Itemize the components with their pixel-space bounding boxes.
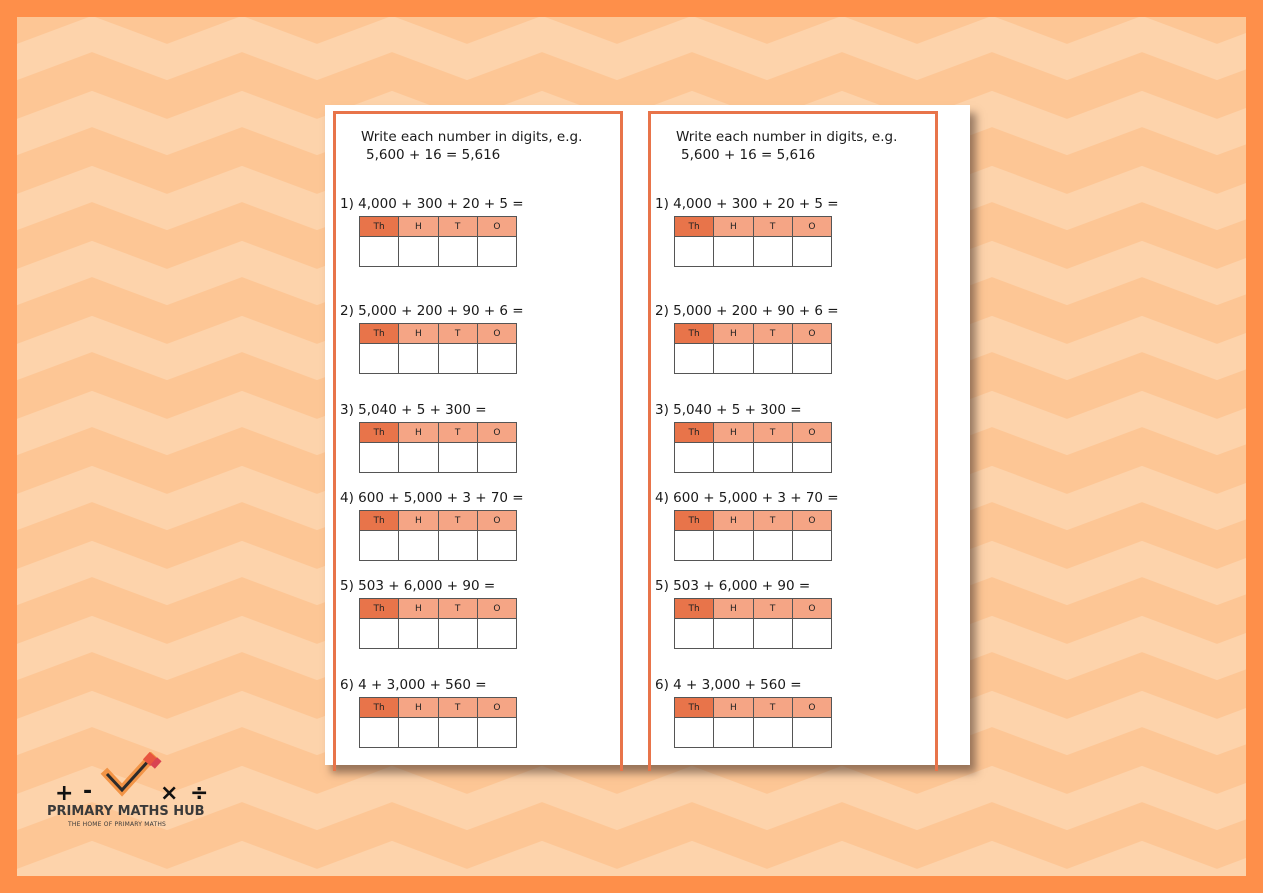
- answer-cell: [792, 237, 831, 267]
- worksheet-column-left: [333, 111, 623, 771]
- grid-header-cell: O: [477, 698, 516, 718]
- grid-header-cell: T: [438, 599, 477, 619]
- instruction-text: [676, 128, 897, 164]
- place-value-grid: [359, 598, 517, 649]
- grid-header-cell: H: [399, 698, 438, 718]
- grid-header-cell: T: [753, 217, 792, 237]
- answer-cell: [360, 443, 399, 473]
- grid-header-cell: O: [792, 511, 831, 531]
- grid-header-cell: H: [714, 599, 753, 619]
- answer-cell: [792, 443, 831, 473]
- answer-cell: [360, 718, 399, 748]
- answer-cell: [675, 344, 714, 374]
- answer-cell: [753, 344, 792, 374]
- chevron-stripe: [17, 859, 1246, 876]
- answer-cell: [477, 443, 516, 473]
- logo-name: PRIMARY MATHS HUB: [47, 804, 205, 819]
- answer-cell: [438, 718, 477, 748]
- grid-header-cell: O: [792, 324, 831, 344]
- place-value-grid: [359, 422, 517, 473]
- divide-symbol-icon: ÷: [190, 781, 209, 804]
- question-4: 4) 600 + 5,000 + 3 + 70 =: [655, 490, 839, 506]
- grid-header-cell: H: [399, 217, 438, 237]
- grid-header-cell: T: [438, 511, 477, 531]
- question-2: 2) 5,000 + 200 + 90 + 6 =: [340, 303, 524, 319]
- grid-header-cell: H: [399, 423, 438, 443]
- answer-cell: [399, 718, 438, 748]
- question-2: 2) 5,000 + 200 + 90 + 6 =: [655, 303, 839, 319]
- answer-cell: [438, 344, 477, 374]
- question-6: 6) 4 + 3,000 + 560 =: [340, 677, 487, 693]
- minus-symbol-icon: -: [83, 779, 93, 804]
- grid-header-cell: H: [399, 324, 438, 344]
- answer-cell: [675, 443, 714, 473]
- grid-header-cell: H: [714, 698, 753, 718]
- grid-header-cell: O: [477, 423, 516, 443]
- place-value-grid: [674, 510, 832, 561]
- answer-cell: [477, 718, 516, 748]
- logo-symbols: [45, 752, 220, 804]
- grid-header-cell: T: [753, 423, 792, 443]
- place-value-grid: [359, 216, 517, 267]
- answer-cell: [675, 237, 714, 267]
- answer-cell: [399, 619, 438, 649]
- grid-header-cell: Th: [360, 324, 399, 344]
- grid-header-cell: O: [477, 217, 516, 237]
- times-symbol-icon: ×: [160, 781, 179, 804]
- answer-cell: [360, 344, 399, 374]
- answer-cell: [438, 619, 477, 649]
- grid-header-cell: Th: [360, 423, 399, 443]
- instruction-line: Write each number in digits, e.g.: [676, 129, 898, 145]
- question-5: 5) 503 + 6,000 + 90 =: [655, 578, 811, 594]
- question-1: 1) 4,000 + 300 + 20 + 5 =: [655, 196, 839, 212]
- primary-maths-hub-logo: [45, 752, 220, 832]
- grid-header-cell: T: [438, 324, 477, 344]
- grid-header-cell: Th: [360, 511, 399, 531]
- answer-cell: [399, 344, 438, 374]
- grid-header-cell: H: [399, 511, 438, 531]
- grid-header-cell: T: [753, 324, 792, 344]
- place-value-grid: [359, 697, 517, 748]
- answer-cell: [753, 531, 792, 561]
- answer-cell: [753, 718, 792, 748]
- grid-header-cell: O: [477, 324, 516, 344]
- answer-cell: [477, 531, 516, 561]
- answer-cell: [714, 718, 753, 748]
- place-value-grid: [674, 216, 832, 267]
- question-6: 6) 4 + 3,000 + 560 =: [655, 677, 802, 693]
- answer-cell: [753, 443, 792, 473]
- grid-header-cell: O: [477, 511, 516, 531]
- grid-header-cell: Th: [360, 599, 399, 619]
- instruction-text: [361, 128, 582, 164]
- grid-header-cell: T: [753, 698, 792, 718]
- answer-cell: [792, 344, 831, 374]
- answer-cell: [792, 531, 831, 561]
- answer-cell: [360, 619, 399, 649]
- grid-header-cell: O: [792, 698, 831, 718]
- instruction-example: 5,600 + 16 = 5,616: [366, 147, 501, 163]
- grid-header-cell: H: [714, 217, 753, 237]
- question-5: 5) 503 + 6,000 + 90 =: [340, 578, 496, 594]
- answer-cell: [477, 344, 516, 374]
- worksheet-preview: [325, 105, 970, 765]
- answer-cell: [438, 443, 477, 473]
- answer-cell: [714, 344, 753, 374]
- place-value-grid: [359, 510, 517, 561]
- grid-header-cell: H: [714, 324, 753, 344]
- grid-header-cell: Th: [675, 511, 714, 531]
- answer-cell: [792, 718, 831, 748]
- answer-cell: [438, 237, 477, 267]
- question-3: 3) 5,040 + 5 + 300 =: [655, 402, 802, 418]
- grid-header-cell: O: [477, 599, 516, 619]
- instruction-line: Write each number in digits, e.g.: [361, 129, 583, 145]
- answer-cell: [675, 718, 714, 748]
- place-value-grid: [359, 323, 517, 374]
- worksheet-column-right: [648, 111, 938, 771]
- grid-header-cell: Th: [675, 423, 714, 443]
- answer-cell: [399, 443, 438, 473]
- answer-cell: [792, 619, 831, 649]
- grid-header-cell: Th: [675, 599, 714, 619]
- grid-header-cell: Th: [675, 217, 714, 237]
- plus-symbol-icon: +: [55, 781, 74, 804]
- grid-header-cell: T: [753, 511, 792, 531]
- answer-cell: [753, 237, 792, 267]
- grid-header-cell: Th: [360, 698, 399, 718]
- grid-header-cell: O: [792, 423, 831, 443]
- answer-cell: [714, 237, 753, 267]
- grid-header-cell: Th: [675, 698, 714, 718]
- question-3: 3) 5,040 + 5 + 300 =: [340, 402, 487, 418]
- checkmark-pencil-icon: [107, 752, 162, 790]
- answer-cell: [360, 531, 399, 561]
- instruction-example: 5,600 + 16 = 5,616: [681, 147, 816, 163]
- logo-tagline: THE HOME OF PRIMARY MATHS: [68, 821, 167, 828]
- grid-header-cell: T: [438, 698, 477, 718]
- answer-cell: [477, 237, 516, 267]
- grid-header-cell: O: [792, 217, 831, 237]
- grid-header-cell: O: [792, 599, 831, 619]
- grid-header-cell: H: [714, 423, 753, 443]
- grid-header-cell: H: [399, 599, 438, 619]
- answer-cell: [714, 619, 753, 649]
- place-value-grid: [674, 697, 832, 748]
- answer-cell: [399, 531, 438, 561]
- grid-header-cell: T: [438, 423, 477, 443]
- question-4: 4) 600 + 5,000 + 3 + 70 =: [340, 490, 524, 506]
- question-1: 1) 4,000 + 300 + 20 + 5 =: [340, 196, 524, 212]
- answer-cell: [675, 619, 714, 649]
- answer-cell: [399, 237, 438, 267]
- grid-header-cell: T: [753, 599, 792, 619]
- place-value-grid: [674, 422, 832, 473]
- place-value-grid: [674, 323, 832, 374]
- grid-header-cell: Th: [360, 217, 399, 237]
- grid-header-cell: H: [714, 511, 753, 531]
- answer-cell: [360, 237, 399, 267]
- grid-header-cell: T: [438, 217, 477, 237]
- place-value-grid: [674, 598, 832, 649]
- answer-cell: [714, 443, 753, 473]
- answer-cell: [714, 531, 753, 561]
- answer-cell: [438, 531, 477, 561]
- answer-cell: [675, 531, 714, 561]
- answer-cell: [477, 619, 516, 649]
- chevron-stripe: [17, 34, 1246, 62]
- answer-cell: [753, 619, 792, 649]
- grid-header-cell: Th: [675, 324, 714, 344]
